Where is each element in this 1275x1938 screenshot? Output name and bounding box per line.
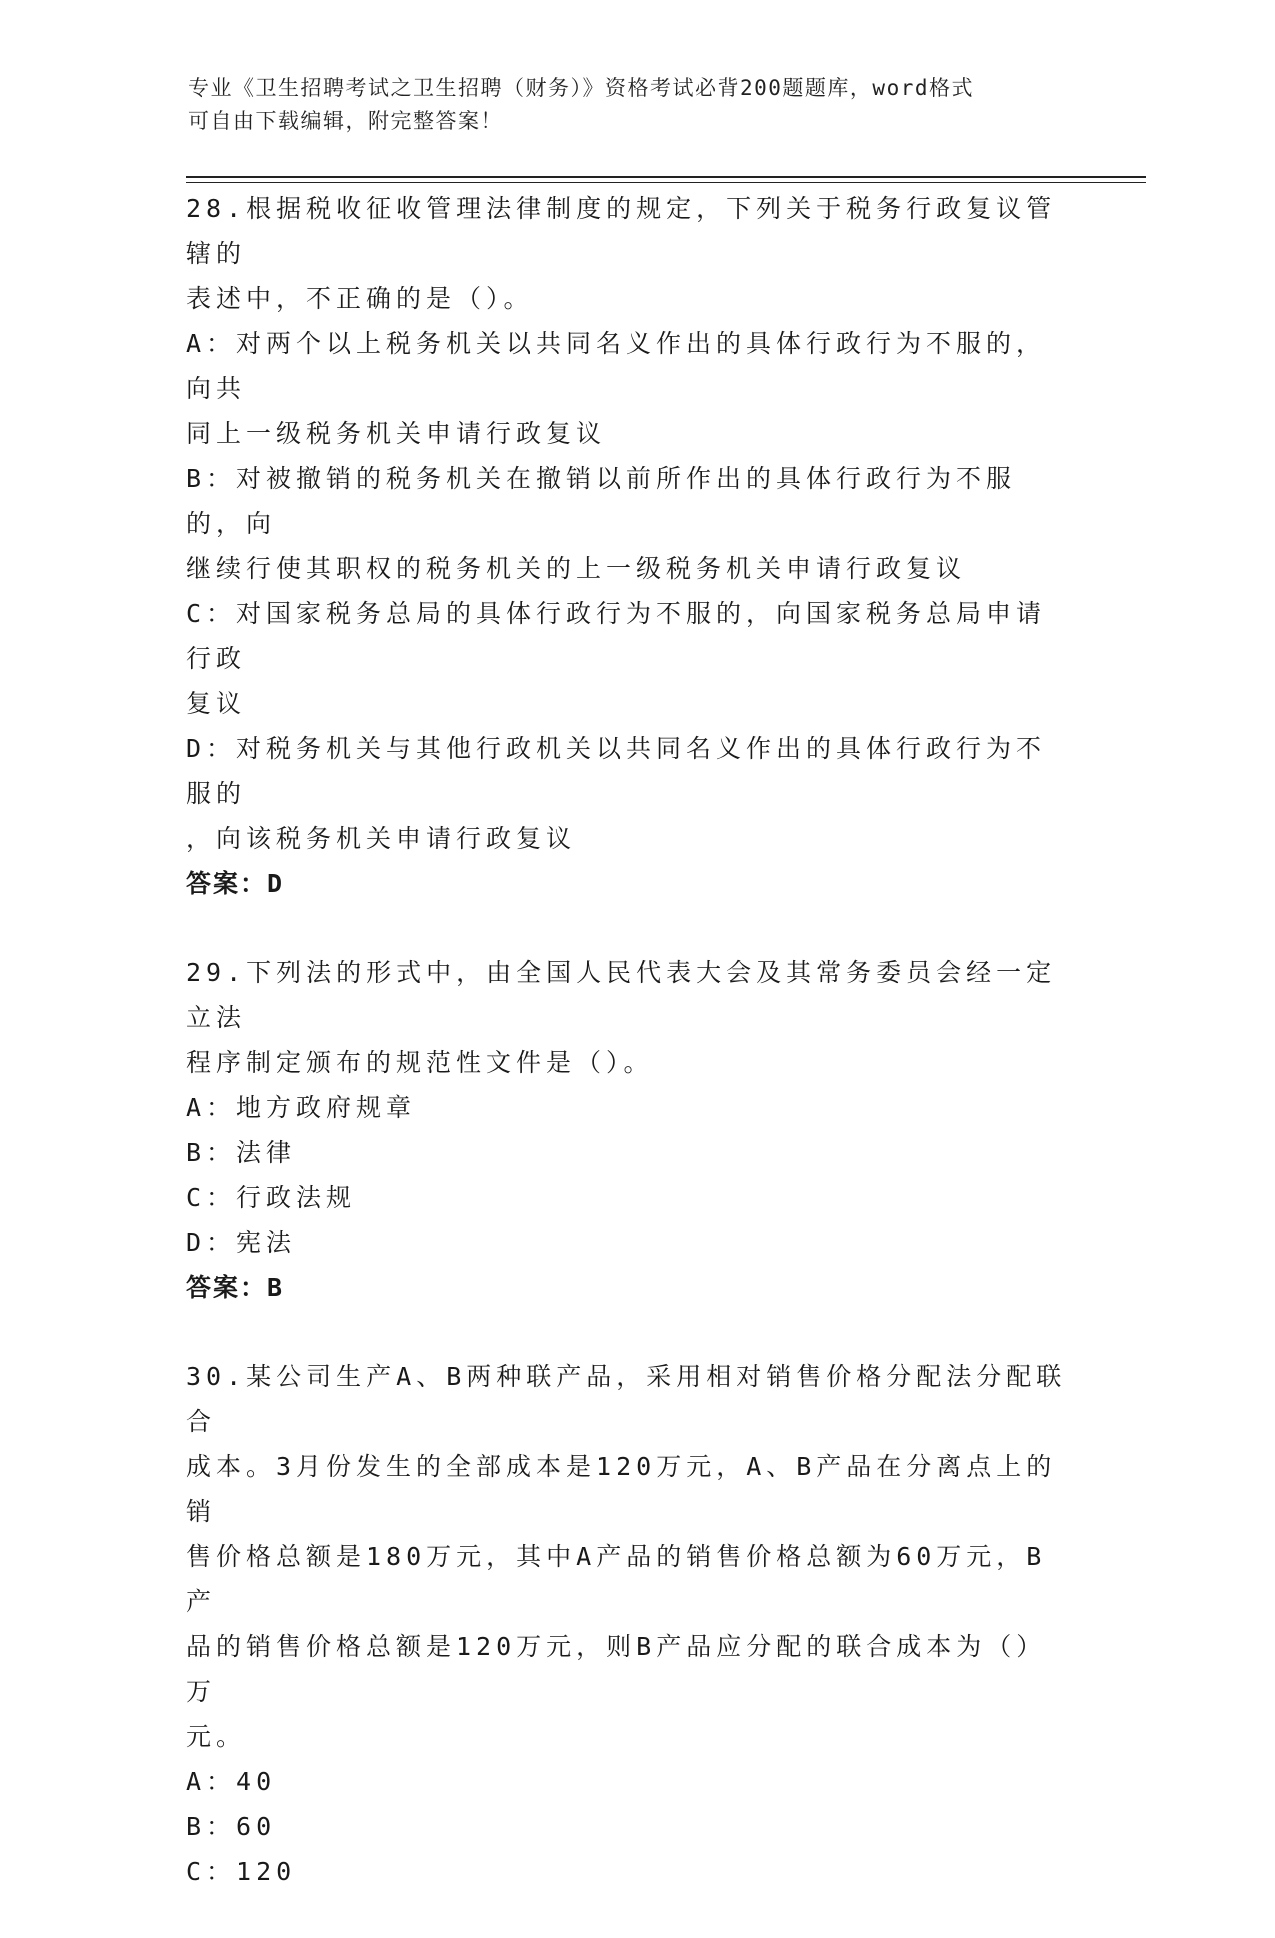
option-a-line: A：地方政府规章 [186,1093,417,1122]
option-a-line: A：对两个以上税务机关以共同名义作出的具体行政行为不服的，向共 [186,329,1047,403]
option-b-line: B：对被撤销的税务机关在撤销以前所作出的具体行政行为不服的，向 [186,464,1017,538]
header-line-1: 专业《卫生招聘考试之卫生招聘（财务）》资格考试必背200题题库，word格式 [188,76,974,100]
option-b-line: B：60 [186,1812,277,1841]
option-c-line: C：行政法规 [186,1183,357,1212]
header-line-2: 可自由下载编辑，附完整答案！ [188,109,503,133]
question-stem-line: 品的销售价格总额是120万元，则B产品应分配的联合成本为（）万 [186,1632,1047,1706]
question-29 [186,950,1076,1310]
option-a-line: A：40 [186,1767,277,1796]
option-d-line: ，向该税务机关申请行政复议 [186,824,577,853]
question-list [186,186,1076,1938]
question-stem-line: 28.根据税收征收管理法律制度的规定，下列关于税务行政复议管辖的 [186,194,1057,268]
question-stem-line: 29.下列法的形式中，由全国人民代表大会及其常务委员会经一定立法 [186,958,1057,1032]
question-stem-line: 30.某公司生产A、B两种联产品，采用相对销售价格分配法分配联合 [186,1362,1067,1436]
option-c-line: C：对国家税务总局的具体行政行为不服的，向国家税务总局申请行政 [186,599,1047,673]
header-rule-thick [186,176,1146,178]
option-b-line: 继续行使其职权的税务机关的上一级税务机关申请行政复议 [186,554,967,583]
option-c-line: C：120 [186,1857,297,1886]
header-rule-thin [186,182,1146,183]
option-b-line: B：法律 [186,1138,297,1167]
document-header [188,72,1068,138]
option-d-line: D：宪法 [186,1228,297,1257]
question-28 [186,186,1076,906]
option-c-line: 复议 [186,689,247,718]
question-stem-line: 程序制定颁布的规范性文件是（）。 [186,1048,654,1077]
question-stem-line: 售价格总额是180万元，其中A产品的销售价格总额为60万元，B产 [186,1542,1047,1616]
option-d-line: D：对税务机关与其他行政机关以共同名义作出的具体行政行为不服的 [186,734,1047,808]
question-stem-line: 成本。3月份发生的全部成本是120万元，A、B产品在分离点上的销 [186,1452,1057,1526]
option-a-line: 同上一级税务机关申请行政复议 [186,419,607,448]
question-stem-line: 表述中，不正确的是（）。 [186,284,534,313]
question-stem-line: 元。 [186,1722,247,1751]
question-30 [186,1354,1076,1894]
answer-line: 答案：D [186,869,285,898]
answer-line: 答案：B [186,1273,285,1302]
